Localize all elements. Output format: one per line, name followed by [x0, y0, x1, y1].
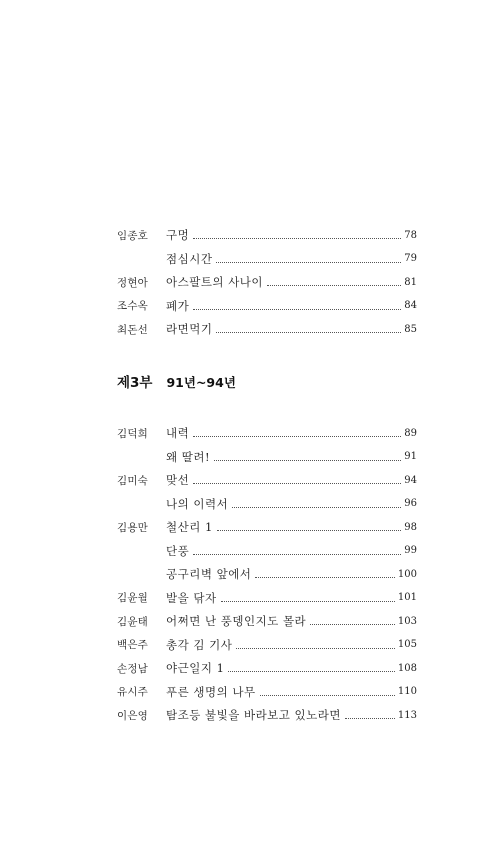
- entry-title: 구멍: [166, 228, 190, 242]
- author-name: 김용만: [117, 521, 149, 534]
- toc-entry: [117, 271, 417, 295]
- toc-entry: [117, 295, 417, 319]
- entry-title: 발을 닦자: [166, 590, 217, 605]
- page-number: 98: [404, 521, 417, 533]
- toc-entry: [117, 587, 417, 611]
- toc-section-2: [117, 422, 417, 728]
- part-heading: [117, 371, 236, 391]
- part-year-range: 91년~94년: [166, 375, 236, 390]
- page-number: 96: [404, 498, 417, 510]
- entry-title: 야근일지 1: [166, 661, 225, 675]
- entry-title: 공구리벽 앞에서: [166, 567, 252, 581]
- dot-leader: [236, 648, 395, 649]
- toc-entry: [117, 657, 417, 681]
- author-name: 백은주: [117, 639, 149, 651]
- author-name: 손정남: [117, 662, 149, 675]
- entry-title: 점심시간: [166, 251, 213, 266]
- page-number: 79: [404, 253, 417, 265]
- dot-leader: [228, 671, 394, 672]
- page-number: 91: [404, 451, 417, 463]
- author-name: 김윤월: [117, 592, 149, 604]
- toc-entry: [117, 224, 417, 248]
- toc-entry: [117, 446, 417, 470]
- page-number: 84: [404, 300, 417, 312]
- entry-title: 푸른 생명의 나무: [166, 684, 256, 699]
- dot-leader: [260, 695, 395, 696]
- entry-title: 철산리 1: [166, 520, 213, 534]
- toc-section-1: [117, 224, 417, 342]
- page-number: 99: [404, 545, 417, 557]
- page-number: 78: [404, 229, 417, 241]
- dot-leader: [310, 624, 395, 625]
- part-label: 제3부: [117, 375, 153, 391]
- toc-entry: [117, 681, 417, 705]
- page-number: 81: [404, 276, 417, 288]
- page-number: 94: [404, 474, 417, 486]
- page-number: 89: [404, 427, 417, 439]
- author-name: 조수옥: [117, 300, 149, 312]
- dot-leader: [193, 309, 401, 310]
- page-number: 103: [397, 615, 417, 627]
- entry-title: 맞선: [166, 473, 190, 487]
- page-number: 100: [397, 568, 417, 580]
- author-name: 김미숙: [117, 474, 149, 487]
- toc-entry: [117, 540, 417, 564]
- toc-entry: [117, 704, 417, 728]
- page-number: 113: [397, 709, 417, 721]
- toc-entry: [117, 318, 417, 342]
- toc-entry: [117, 469, 417, 493]
- toc-entry: [117, 634, 417, 658]
- toc-entry: [117, 610, 417, 634]
- dot-leader: [221, 601, 395, 602]
- page-number: 85: [404, 323, 417, 335]
- dot-leader: [216, 262, 401, 263]
- entry-title: 왜 딸려!: [166, 449, 211, 464]
- entry-title: 나의 이력서: [166, 496, 229, 511]
- toc-entry: [117, 248, 417, 272]
- toc-entry: [117, 422, 417, 446]
- entry-title: 단풍: [166, 543, 190, 558]
- dot-leader: [214, 460, 401, 461]
- dot-leader: [255, 577, 394, 578]
- dot-leader: [193, 238, 401, 239]
- page-number: 108: [397, 662, 417, 674]
- entry-title: 라면먹기: [166, 322, 213, 336]
- entry-title: 아스팔트의 사나이: [166, 275, 264, 289]
- toc-entry: [117, 563, 417, 587]
- entry-title: 탐조등 불빛을 바라보고 있노라면: [166, 708, 341, 722]
- author-name: 김덕희: [117, 427, 149, 440]
- dot-leader: [193, 436, 401, 437]
- page-number: 101: [397, 592, 417, 604]
- entry-title: 총각 김 기사: [166, 637, 233, 652]
- page-number: 105: [397, 639, 417, 651]
- dot-leader: [267, 285, 401, 286]
- dot-leader: [232, 507, 401, 508]
- author-name: 임종호: [117, 229, 149, 242]
- author-name: 이은영: [117, 709, 149, 722]
- dot-leader: [217, 530, 401, 531]
- toc-entry: [117, 516, 417, 540]
- author-name: 유시주: [117, 686, 149, 698]
- toc-entry: [117, 493, 417, 517]
- author-name: 최돈선: [117, 323, 149, 336]
- author-name: 김윤태: [117, 615, 149, 628]
- dot-leader: [193, 554, 401, 555]
- entry-title: 폐가: [166, 298, 190, 313]
- page-number: 110: [397, 686, 417, 698]
- dot-leader: [193, 483, 401, 484]
- author-name: 정현아: [117, 276, 149, 289]
- entry-title: 내력: [166, 426, 190, 440]
- dot-leader: [345, 718, 395, 719]
- dot-leader: [216, 332, 401, 333]
- entry-title: 어쩌면 난 풍뎅인지도 몰라: [166, 614, 307, 628]
